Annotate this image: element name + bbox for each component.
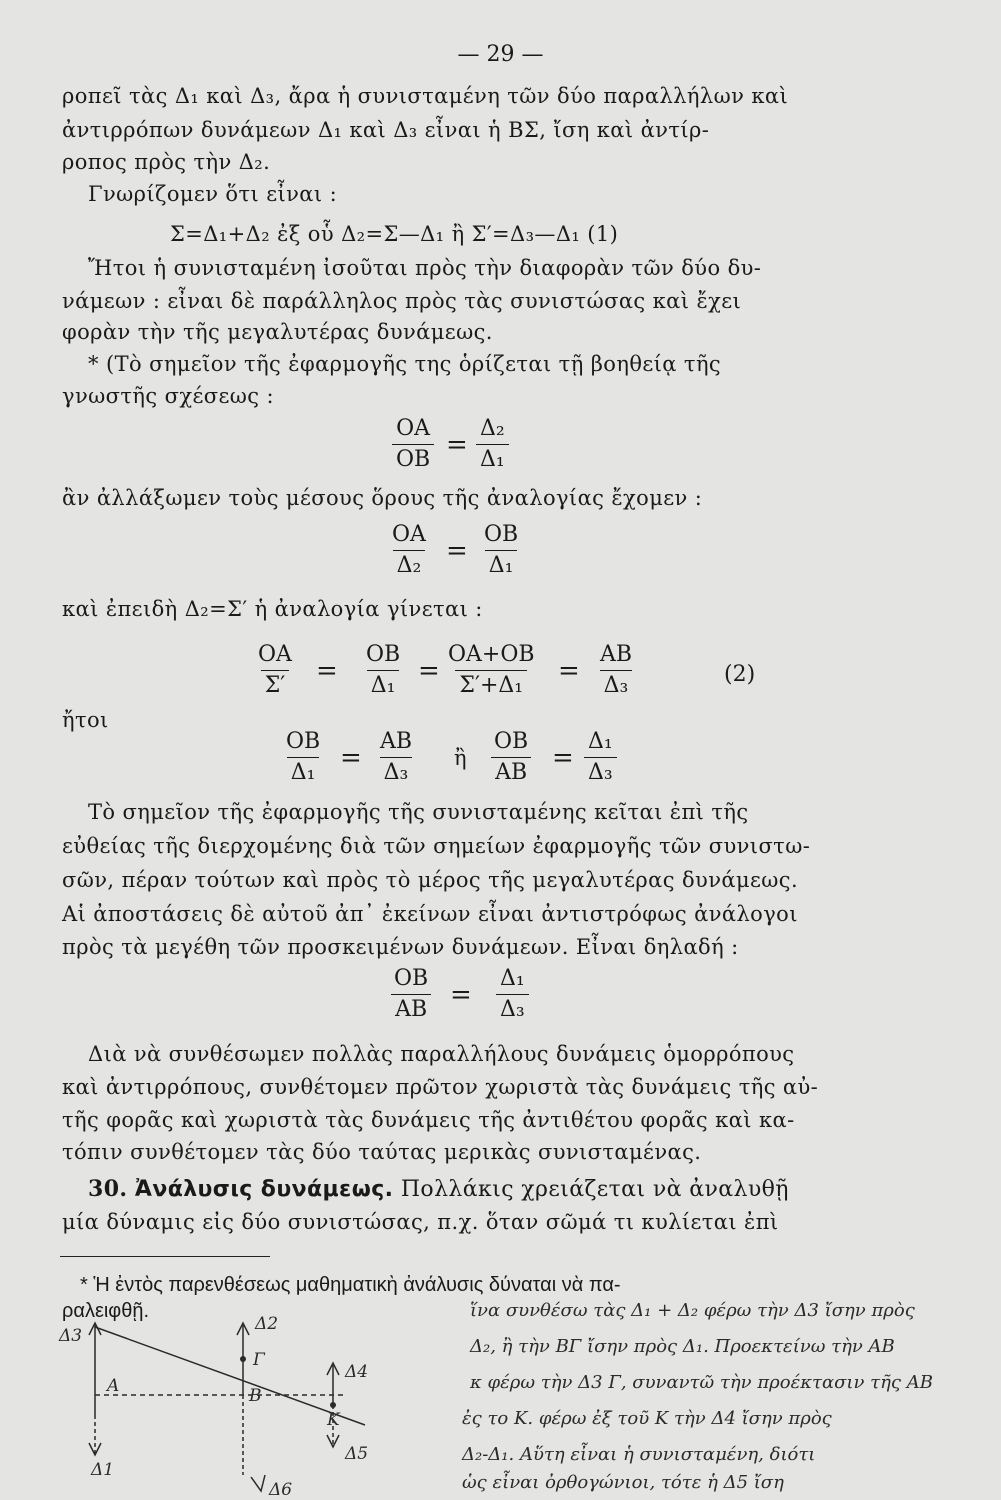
sketch-label-d6: Δ6 [269,1480,293,1495]
text-line: μία δύναμις εἰς δύο συνιστώσας, π.χ. ὅταν σῶμά τι κυλίεται ἐπὶ [62,1210,779,1234]
fraction: $\frac{OB}{AB}$ [390,964,432,1025]
equals-sign: = [316,656,338,686]
text-line: Ἤτοι ἡ συνισταμένη ἰσοῦται πρὸς τὴν διαφορὰν τῶν δύο δυ- [88,256,762,280]
fraction: $\frac{OA+OB}{\text{Σ′+Δ₁}}$ [444,640,539,701]
handwritten-note: Δ₂-Δ₁. Αὕτη εἶναι ἡ συνισταμένη, διότι [462,1444,816,1465]
page-number: — 29 — [457,42,544,67]
equals-sign: = [552,743,574,773]
fraction: $\frac{OB}{\text{Δ₁}}$ [282,727,324,788]
handwritten-note: κ φέρω τὴν Δ3 Γ, συναντῶ τὴν προέκτασιν τῆς ΑΒ [470,1372,933,1393]
text-line: ἤτοι [62,708,109,732]
sketch-label-d3: Δ3 [59,1326,83,1346]
text-line: νάμεων : εἶναι δὲ παράλληλος πρὸς τὰς συνιστώσας καὶ ἔχει [62,289,742,313]
text-line: ἂν ἀλλάξωμεν τοὺς μέσους ὅρους τῆς ἀναλογίας ἔχομεν : [62,486,703,510]
equals-sign: = [418,656,440,686]
sketch-label-d4: Δ4 [345,1362,369,1382]
fraction: $\frac{\text{Δ₁}}{\text{Δ₃}}$ [496,964,529,1025]
fraction: $\frac{OA}{OB}$ [392,414,434,475]
text-line: ροπος πρὸς τὴν Δ₂. [62,150,271,174]
fraction: $\frac{\text{Δ₁}}{\text{Δ₃}}$ [584,727,617,788]
section-number: 30. [88,1176,128,1202]
fraction: $\frac{OB}{\text{Δ₁}}$ [362,640,404,701]
text-line: φορὰν τὴν τῆς μεγαλυτέρας δυνάμεως. [62,320,493,344]
fraction: $\frac{OA}{\text{Δ₂}}$ [388,520,430,581]
sketch-label-g: Γ [253,1350,265,1370]
equals-sign: = [558,656,580,686]
footnote-line: * Ἡ ἐντὸς παρενθέσεως μαθηματικὴ ἀνάλυσις δύναται νὰ πα- [80,1274,621,1296]
fraction: $\frac{OB}{AB}$ [490,727,532,788]
sketch-label-d2: Δ2 [255,1315,279,1334]
text-line: σῶν, πέραν τούτων καὶ πρὸς τὸ μέρος τῆς μεγαλυτέρας δυνάμεως. [62,868,799,892]
text-line: Διὰ νὰ συνθέσωμεν πολλὰς παραλλήλους δυνάμεις ὁμορρόπους [88,1042,795,1066]
section-heading-line [88,1176,868,1202]
text-line: τόπιν συνθέτομεν τὰς δύο ταύτας μερικὰς συνισταμένας. [62,1140,702,1164]
text-line: Γνωρίζομεν ὅτι εἶναι : [88,182,338,206]
sketch-label-d1: Δ1 [91,1460,115,1480]
sketch-label-a: Α [107,1376,120,1396]
fraction: $\frac{AB}{\text{Δ₃}}$ [596,640,636,701]
text-line: ροπεῖ τὰς Δ₁ καὶ Δ₃, ἄρα ἡ συνισταμένη τῶν δύο παραλλήλων καὶ [62,84,789,108]
text-line: γνωστῆς σχέσεως : [62,384,275,408]
or-word: ἢ [454,746,467,770]
text-line: τῆς φορᾶς καὶ χωριστὰ τὰς δυνάμεις τῆς ἀντιθέτου φορᾶς καὶ κα- [62,1108,795,1132]
equals-sign: = [446,430,468,460]
footnote-line: ραλειφθῇ. [62,1300,150,1322]
equals-sign: = [340,743,362,773]
fraction: $\frac{\text{Δ₂}}{\text{Δ₁}}$ [476,414,509,475]
equals-sign: = [446,536,468,566]
text-line: καὶ ἀντιρρόπους, συνθέτομεν πρῶτον χωριστὰ τὰς δυνάμεις τῆς αὐ- [62,1075,819,1099]
sketch-label-b: Β [249,1386,262,1406]
fraction: $\frac{OA}{\Sigma'}$ [254,640,296,701]
section-title: Ἀνάλυσις δυνάμεως. [134,1177,394,1202]
fraction: $\frac{AB}{\text{Δ₃}}$ [376,727,416,788]
handwritten-note: ἐς το Κ. φέρω ἐξ τοῦ Κ τὴν Δ4 ἴσην πρὸς [462,1408,832,1429]
equation-1: Σ=Δ₁+Δ₂ ἐξ οὗ Δ₂=Σ—Δ₁ ἢ Σ′=Δ₃—Δ₁ (1) [170,222,619,246]
force-sketch [55,1315,455,1495]
fraction: $\frac{OB}{\text{Δ₁}}$ [480,520,522,581]
text-line: πρὸς τὰ μεγέθη τῶν προσκειμένων δυνάμεων. Εἶναι δηλαδή : [62,935,739,959]
text-line: * (Τὸ σημεῖον τῆς ἐφαρμογῆς της ὁρίζεται τῇ βοηθείᾳ τῆς [88,352,722,376]
handwritten-note: ὡς εἶναι ὀρθογώνιοι, τότε ἡ Δ5 ἴση [462,1472,784,1493]
text-line: ἀντιρρόπων δυνάμεων Δ₁ καὶ Δ₃ εἶναι ἡ ΒΣ, ἴση καὶ ἀντίρ- [62,118,710,142]
handwritten-note: Δ₂, ἢ τὴν ΒΓ ἴσην πρὸς Δ₁. Προεκτείνω τὴν ΑΒ [470,1336,895,1357]
text-line: εὐθείας τῆς διερχομένης διὰ τῶν σημείων ἐφαρμογῆς τῶν συνιστω- [62,834,811,858]
handwritten-note: ἵνα συνθέσω τὰς Δ₁ + Δ₂ φέρω τὴν Δ3 ἴσην πρὸς [470,1300,915,1321]
text-line: Τὸ σημεῖον τῆς ἐφαρμογῆς τῆς συνισταμένης κεῖται ἐπὶ τῆς [88,800,749,824]
section-text: Πολλάκις χρειάζεται νὰ ἀναλυθῇ [400,1177,789,1202]
text-line: Αἱ ἀποστάσεις δὲ αὐτοῦ ἀπ᾽ ἐκείνων εἶναι ἀντιστρόφως ἀνάλογοι [62,902,798,926]
sketch-label-d5: Δ5 [345,1444,369,1464]
sketch-label-k: Κ [327,1410,340,1430]
equation-tag: (2) [724,662,756,687]
footnote-rule [60,1256,270,1257]
text-line: καὶ ἐπειδὴ Δ₂=Σ′ ἡ ἀναλογία γίνεται : [62,597,483,621]
equals-sign: = [450,980,472,1010]
